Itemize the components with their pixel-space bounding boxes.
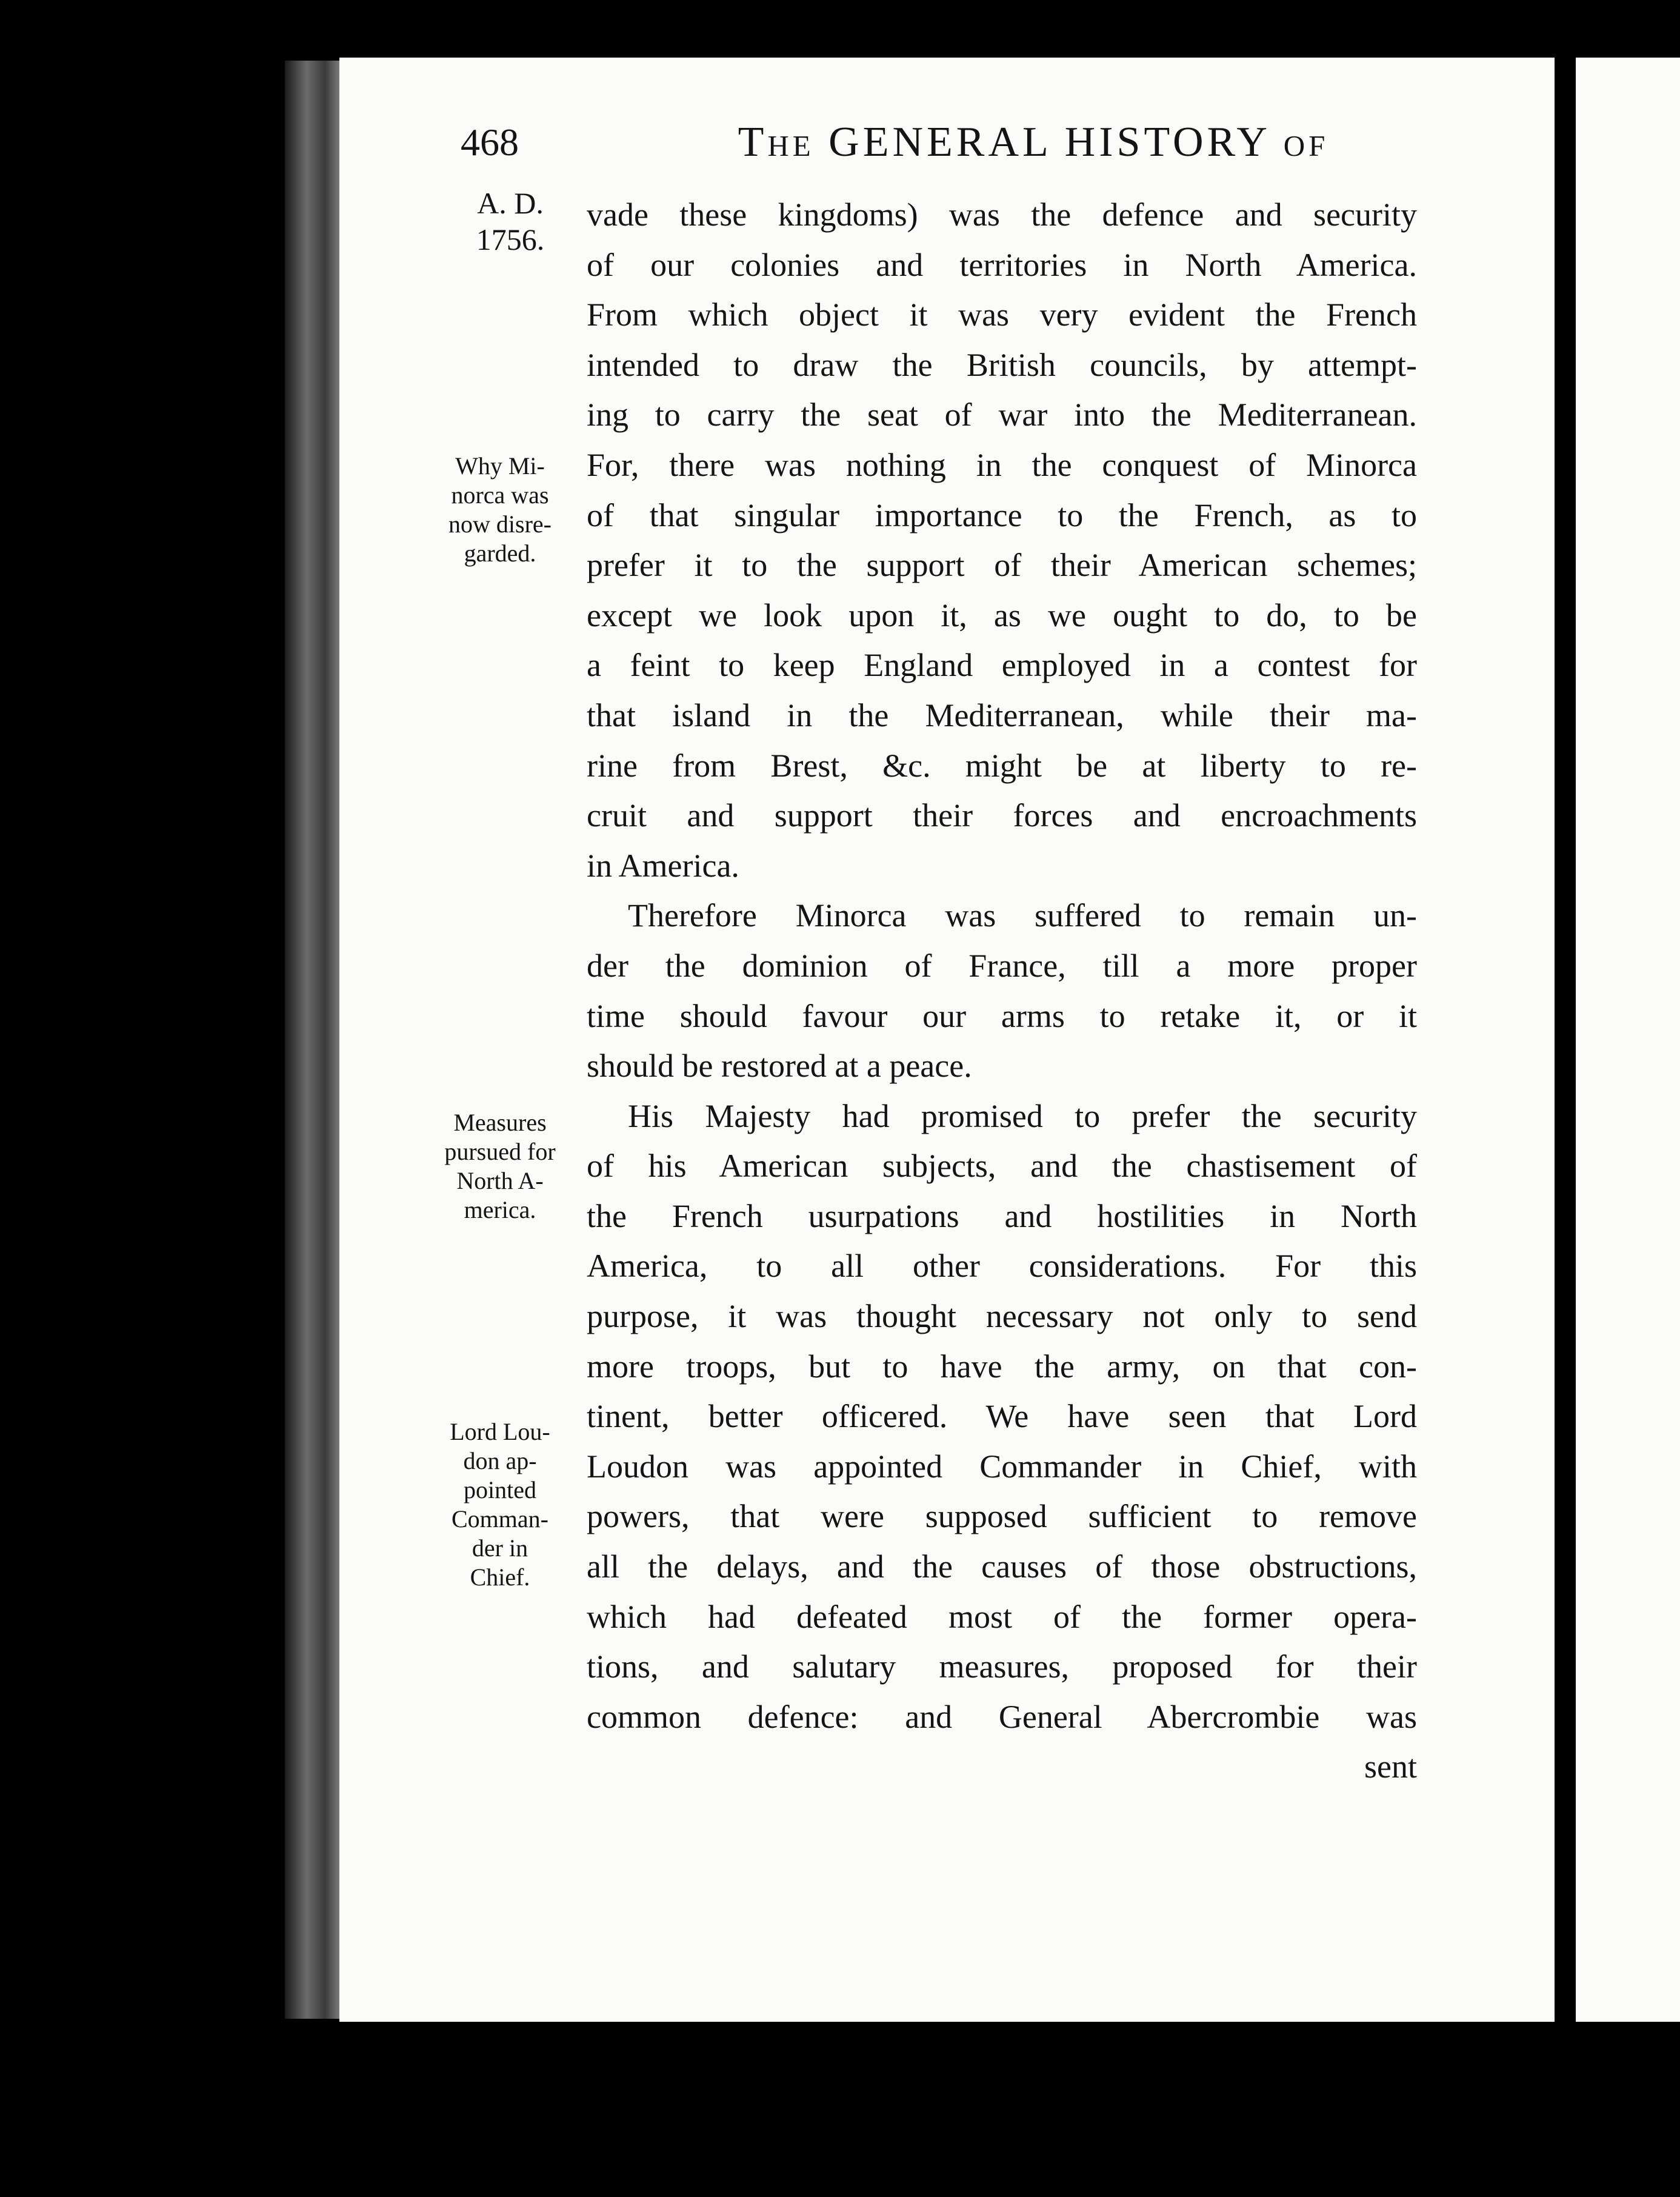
sidenote-line: der in xyxy=(472,1534,528,1562)
text-line: tions, and salutary measures, proposed for their xyxy=(587,1648,1417,1685)
text-line: For, there was nothing in the conquest of Minorca xyxy=(587,446,1417,483)
sidenote-line: North A- xyxy=(456,1167,544,1194)
sidenote-line: garded. xyxy=(464,540,536,567)
text-line: the French usurpations and hostilities in North xyxy=(587,1197,1417,1234)
text-line: intended to draw the British councils, by attempt- xyxy=(587,346,1417,383)
text-line: vade these kingdoms) was the defence and security xyxy=(587,196,1417,233)
sidenote-line: Lord Lou- xyxy=(450,1418,550,1445)
date-margin xyxy=(462,185,559,258)
text-line: rine from Brest, &c. might be at liberty to re- xyxy=(587,747,1417,784)
text-line: in America. xyxy=(587,847,739,884)
date-era: A. D. xyxy=(477,186,544,220)
text-line: der the dominion of France, till a more proper xyxy=(587,947,1417,984)
text-line: Therefore Minorca was suffered to remain un- xyxy=(628,897,1417,934)
text-line: powers, that were supposed sufficient to remove xyxy=(587,1498,1417,1535)
sidenote-lord-loudon xyxy=(430,1417,570,1592)
text-line: common defence: and General Abercrombie was xyxy=(587,1698,1417,1735)
page-number: 468 xyxy=(461,121,519,164)
text-line: except we look upon it, as we ought to do, to be xyxy=(587,597,1417,634)
sidenote-line: pointed xyxy=(464,1476,536,1503)
date-year: 1756. xyxy=(476,222,545,256)
sidenote-line: merica. xyxy=(464,1196,536,1223)
text-line: of our colonies and territories in North America. xyxy=(587,246,1417,283)
text-line: cruit and support their forces and encroachments xyxy=(587,797,1417,834)
text-line: a feint to keep England employed in a contest for xyxy=(587,647,1417,684)
text-line: America, to all other considerations. For this xyxy=(587,1248,1417,1285)
facing-page-edge xyxy=(1576,58,1680,2022)
text-line: Loudon was appointed Commander in Chief, with xyxy=(587,1448,1417,1485)
text-line: more troops, but to have the army, on that con- xyxy=(587,1348,1417,1385)
sidenote-line: don ap- xyxy=(463,1447,537,1474)
sidenote-line: pursued for xyxy=(444,1138,556,1165)
text-line: ing to carry the seat of war into the Mediterranean. xyxy=(587,396,1417,433)
text-line: of that singular importance to the French, as to xyxy=(587,497,1417,533)
running-head: The GENERAL HISTORY of xyxy=(738,119,1329,166)
text-line: From which object it was very evident the French xyxy=(587,296,1417,333)
sidenote-line: now disre- xyxy=(448,510,552,538)
sidenote-line: Why Mi- xyxy=(455,452,545,480)
text-line: of his American subjects, and the chastisement of xyxy=(587,1148,1417,1185)
sidenote-line: Measures xyxy=(453,1109,547,1136)
body-text xyxy=(587,190,1417,1792)
sidenote-line: norca was xyxy=(451,481,549,509)
text-line: time should favour our arms to retake it, or it xyxy=(587,997,1417,1034)
catchword: sent xyxy=(1364,1748,1417,1785)
text-line: all the delays, and the causes of those obstructions, xyxy=(587,1548,1417,1585)
text-line: prefer it to the support of their American schemes; xyxy=(587,547,1417,584)
sidenote-north-america xyxy=(430,1108,570,1225)
text-line: that island in the Mediterranean, while their ma- xyxy=(587,697,1417,734)
sidenote-line: Comman- xyxy=(452,1505,548,1533)
text-line: tinent, better officered. We have seen that Lord xyxy=(587,1398,1417,1435)
sidenote-line: Chief. xyxy=(470,1563,530,1591)
text-line: His Majesty had promised to prefer the security xyxy=(628,1097,1417,1134)
sidenote-minorca xyxy=(430,452,570,568)
text-line: which had defeated most of the former opera- xyxy=(587,1598,1417,1635)
text-line: should be restored at a peace. xyxy=(587,1048,972,1085)
text-line: purpose, it was thought necessary not only to send xyxy=(587,1298,1417,1335)
